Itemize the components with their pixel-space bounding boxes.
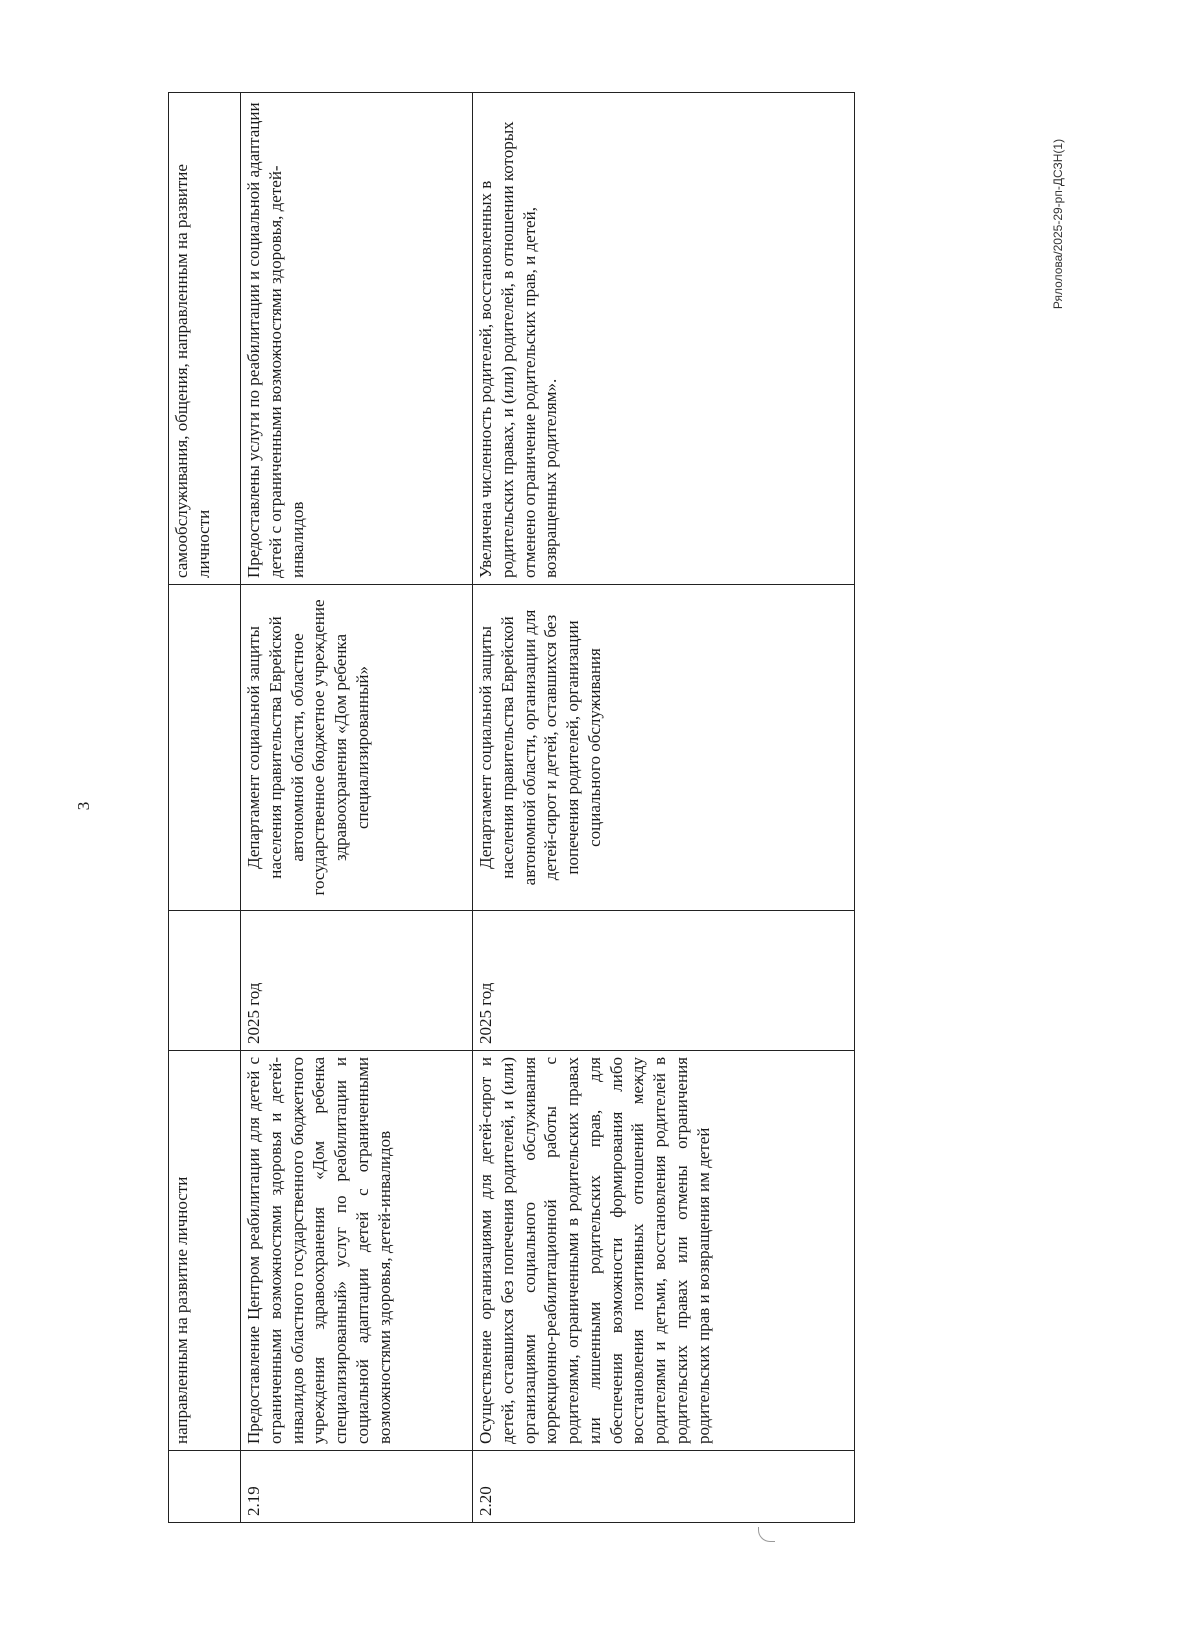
scan-artifact <box>758 1527 775 1542</box>
rotated-table-container <box>168 93 854 1523</box>
action-cell: Предоставление Центром реабилитации для детей с ограниченными возможностями здоровья и детей-инвалидов областного государственного бюджетного учреждения здравоохранения «Дом ребенка специализированный» услуг по реабилитации и социальной адаптации детей с ограниченными возможностями здоровья, детей-инвалидов <box>241 1051 473 1451</box>
table-row <box>241 93 473 1523</box>
row-number-cell: 2.20 <box>473 1451 855 1523</box>
page-number: 3 <box>74 801 93 811</box>
result-cell: Увеличена численность родителей, восстановленных в родительских правах, и (или) родителей, в отношении которых отменено ограничение родительских прав, и детей, возвращенных родителям». <box>473 93 855 585</box>
executor-cell: Департамент социальной защиты населения правительства Еврейской автономной области, организации для детей-сирот и детей, оставшихся без попечения родителей, организации социального обслуживания <box>473 585 855 911</box>
result-cell: самообслуживания, общения, направленным на развитие личности <box>169 93 241 585</box>
action-cell: направленным на развитие личности <box>169 1051 241 1451</box>
period-cell: 2025 год <box>473 911 855 1051</box>
period-cell <box>169 911 241 1051</box>
executor-cell: Департамент социальной защиты населения правительства Еврейской автономной области, областное государственное бюджетное учреждение здравоохранения «Дом ребенка специализированный» <box>241 585 473 911</box>
action-cell: Осуществление организациями для детей-сирот и детей, оставшихся без попечения родителей, и (или) организациями социального обслуживания коррекционно-реабилитационной работы с родителями, ограниченными в родительских правах или лишенными родительских прав, для обеспечения возможности формирования либо восстановления позитивных отношений между родителями и детьми, восстановления родителей в родительских правах или отмены ограничения родительских прав и возвращения им детей <box>473 1051 855 1451</box>
period-cell: 2025 год <box>241 911 473 1051</box>
row-number-cell <box>169 1451 241 1523</box>
table-row <box>169 93 241 1523</box>
measures-table <box>168 92 855 1523</box>
executor-cell <box>169 585 241 911</box>
table-row <box>473 93 855 1523</box>
document-registration-code: Рялолова/2025-29-рп-ДСЗН(1) <box>1051 138 1065 310</box>
result-cell: Предоставлены услуги по реабилитации и социальной адаптации детей с ограниченными возможностями здоровья, детей-инвалидов <box>241 93 473 585</box>
row-number-cell: 2.19 <box>241 1451 473 1523</box>
